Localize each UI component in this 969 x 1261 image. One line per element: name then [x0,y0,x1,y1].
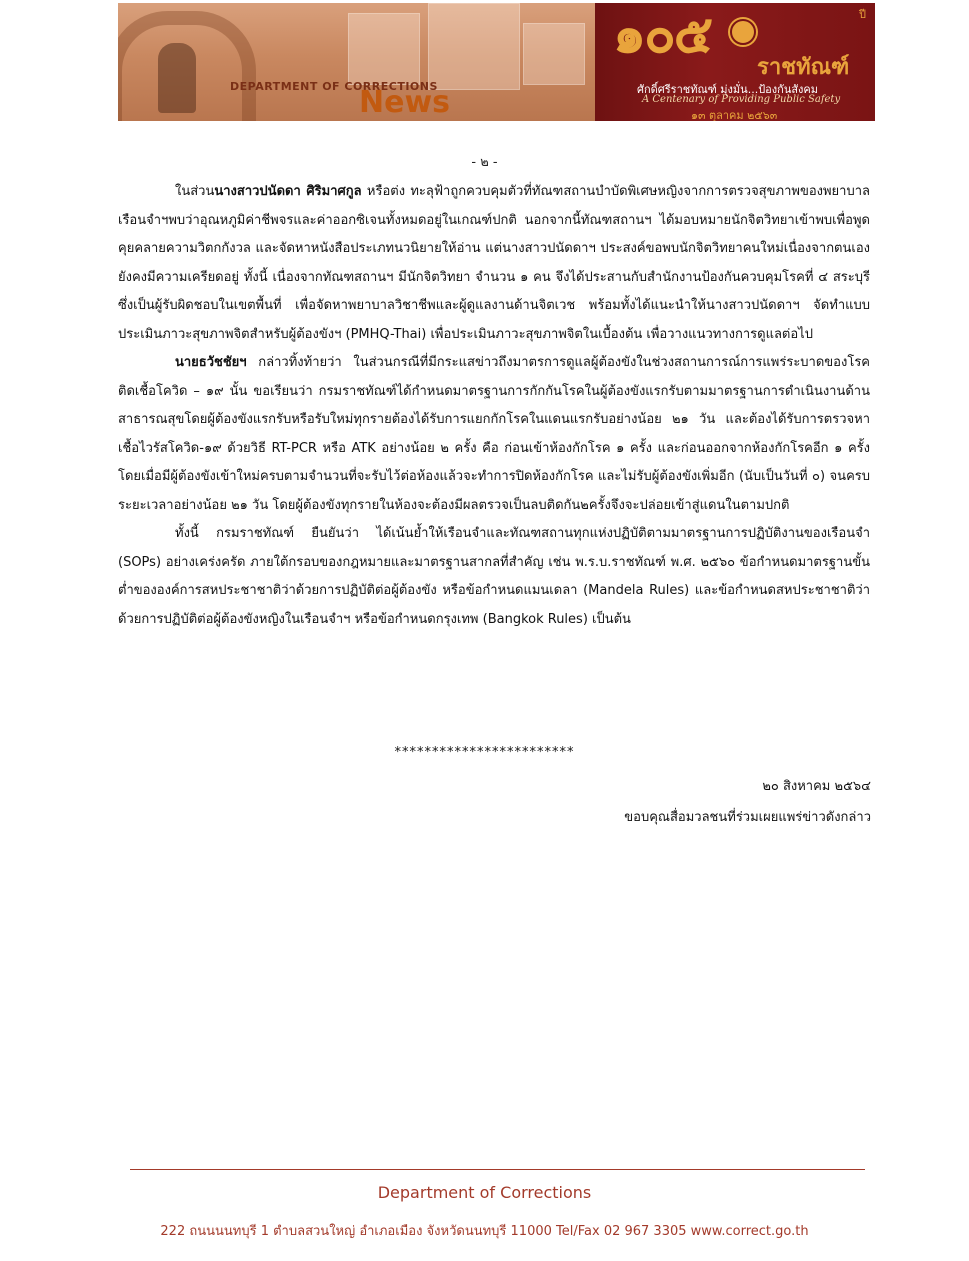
paragraph [118,178,870,349]
article-body [118,178,870,634]
paragraph [118,520,870,634]
paragraph-bold-name: นางสาวปนัดดา ศิริมาศกูล [214,184,362,199]
news-banner-photo [118,3,595,121]
anniversary-number: ๑๐๕ [613,4,712,65]
header-dept-line: DEPARTMENT OF CORRECTIONS [230,80,438,93]
paragraph-bold-name: นายธวัชชัยฯ [175,355,247,370]
anniversary-date: ๑๓ ตุลาคม ๒๕๖๓ [691,109,778,121]
paragraph-text: ทั้งนี้ กรมราชทัณฑ์ ยืนยันว่า ได้เน้นย้ำให้เรือนจำและทัณฑสถานทุกแห่งปฏิบัติตามมาตรฐานการปฏิบัติงานของเรือนจำ (SOPs) อย่างเคร่งครัด ภายใต้กรอบของกฎหมายและมาตรฐานสากลที่สำคัญ เช่น พ.ร.บ.ราชทัณฑ์ พ.ศ. ๒๕๖๐ ข้อกำหนดมาตรฐานขั้นต่ำขององค์การสหประชาชาติว่าด้วยการปฏิบัติต่อผู้ต้องขัง หรือข้อกำหนดแมนเดลา (Mandela Rules) และข้อกำหนดสหประชาชาติว่าด้วยการปฏิบัติต่อผู้ต้องขังหญิงในเรือนจำฯ หรือข้อกำหนดกรุงเทพ (Bangkok Rules) เป็นต้น [118,526,870,627]
paragraph-text: หรือต่ง ทะลุฟ้าถูกควบคุมตัวที่ทัณฑสถานบำบัดพิเศษหญิงจากการตรวจสุขภาพของพยาบาลเรือนจำฯพบว่าอุณหภูมิค่าชีพจรและค่าออกซิเจนทั้งหมดอยู่ในเกณฑ์ปกติ นอกจากนี้ทัณฑสถานฯ ได้มอบหมายนักจิตวิทยาเข้าพบเพื่อพูดคุยคลายความวิตกกังวล และจัดหาหนังสือประเภทนวนิยายให้อ่าน แต่นางสาวปนัดดาฯ ประสงค์ขอพบนักจิตวิทยาคนใหม่เนื่องจากตนเองยังคงมีความเครียดอยู่ ทั้งนี้ เนื่องจากทัณฑสถานฯ มีนักจิตวิทยา จำนวน ๑ คน จึงได้ประสานกับสำนักงานป้องกันควบคุมโรคที่ ๔ สระบุรี ซึ่งเป็นผู้รับผิดชอบในเขตพื้นที่ เพื่อจัดหาพยาบาลวิชาชีพและผู้ดูแลงานด้านจิตเวช พร้อมทั้งได้แนะนำให้นางสาวปนัดดาฯ จัดทำแบบประเมินภาวะสุขภาพจิตสำหรับผู้ต้องขังฯ (PMHQ-Thai) เพื่อประเมินภาวะสุขภาพจิตในเบื้องต้น เพื่อวางแนวทางการดูแลต่อไป [118,184,870,342]
motto-thai: ศักดิ์ศรีราชทัณฑ์ มุ่งมั่น...ป้องกันสังคม [637,83,819,96]
thanks-note: ขอบคุณสื่อมวลชนที่ร่วมเผยแพร่ข่าวดังกล่าว [624,810,871,825]
header-banner [118,3,875,121]
footer-address: 222 ถนนนนทบุรี 1 ตำบลสวนใหญ่ อำเภอเมือง จังหวัดนนทบุรี 11000 Tel/Fax 02 967 3305 www.correct.go.th [160,1224,809,1239]
footer-department: Department of Corrections [377,1183,592,1202]
anniversary-ratchathan: ราชทัณฑ์ [757,54,850,80]
header-news-title: News [359,85,451,120]
release-date: ๒๐ สิงหาคม ๒๕๖๔ [762,779,871,794]
building-shape [348,13,420,85]
separator: ************************ [394,745,575,760]
emblem-icon [730,19,756,45]
paragraph-text: กล่าวทิ้งท้ายว่า ในส่วนกรณีที่มีกระแสข่าวถึงมาตรการดูแลผู้ต้องขังในช่วงสถานการณ์การแพร่ระบาดของโรคติดเชื้อโควิด – ๑๙ นั้น ขอเรียนว่า กรมราชทัณฑ์ได้กำหนดมาตรฐานการกักกันโรคในผู้ต้องขังแรกรับตามมาตรฐานการดำเนินงานด้านสาธารณสุขโดยผู้ต้องขังแรกรับหรือรับใหม่ทุกรายต้องได้รับการแยกกักโรคในแดนแรกรับอย่างน้อย ๒๑ วัน และต้องได้รับการตรวจหาเชื้อไวรัสโควิด-๑๙ ด้วยวิธี RT-PCR หรือ ATK อย่างน้อย ๒ ครั้ง คือ ก่อนเข้าห้องกักโรค ๑ ครั้ง และก่อนออกจากห้องกักโรคอีก ๑ ครั้ง โดยเมื่อมีผู้ต้องขังเข้าใหม่ครบตามจำนวนที่จะรับไว้ต่อห้องแล้วจะทำการปิดห้องกักโรค และไม่รับผู้ต้องขังเพิ่มอีก (นับเป็นวันที่ ๐) จนครบระยะเวลาอย่างน้อย ๒๑ วัน โดยผู้ต้องขังทุกรายในห้องจะต้องมีผลตรวจเป็นลบติดกัน๒ครั้งจึงจะปล่อยเข้าสู่แดนในตามปกติ [118,355,870,513]
anniversary-year-label: ปี [859,8,866,21]
footer-divider [130,1169,865,1170]
paragraph [118,349,870,520]
guard-figure [158,43,196,113]
building-shape [523,23,585,85]
anniversary-panel [595,3,875,121]
page-number: - ๒ - [471,155,498,170]
motto-english: A Centenary of Providing Public Safety [642,94,841,105]
building-shape [428,3,520,90]
paragraph-lead: ในส่วน [175,184,215,199]
